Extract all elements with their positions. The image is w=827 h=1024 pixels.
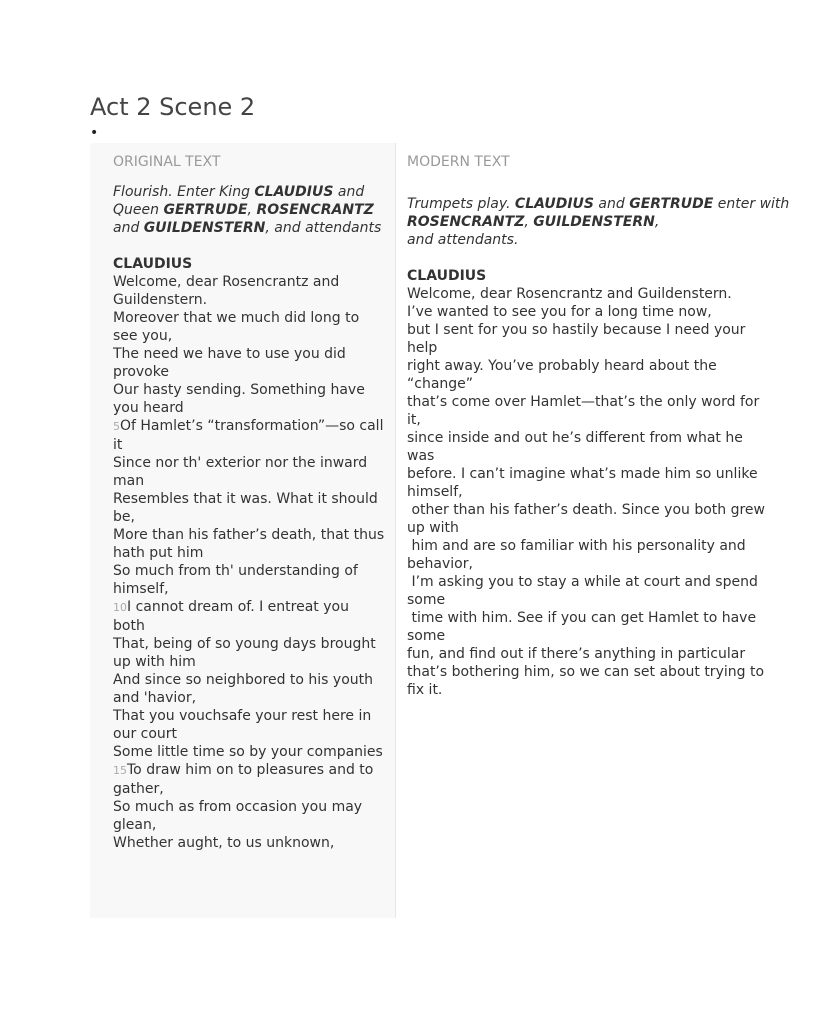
- modern-line: himself,: [407, 484, 463, 500]
- original-line: [113, 454, 385, 490]
- original-line: [113, 834, 385, 852]
- page-title: Act 2 Scene 2: [90, 93, 256, 121]
- original-line: [113, 761, 385, 798]
- modern-line: it,: [407, 412, 421, 428]
- line-text: Our hasty sending. Something have you heard: [113, 382, 365, 416]
- line-text: So much from th' understanding of himself,: [113, 563, 358, 597]
- modern-line: but I sent for you so hastily because I need your: [407, 322, 746, 338]
- line-number: 15: [113, 764, 127, 777]
- line-text: I cannot dream of. I entreat you both: [113, 599, 349, 634]
- original-line: [113, 707, 385, 743]
- line-text: That you vouchsafe your rest here in our court: [113, 708, 372, 742]
- original-line: [113, 345, 385, 381]
- original-line: [113, 671, 385, 707]
- modern-line: since inside and out he’s different from what he: [407, 430, 743, 446]
- original-line: [113, 381, 385, 417]
- original-line: [113, 562, 385, 598]
- original-line: [113, 598, 385, 635]
- line-text: Since nor th' exterior nor the inward man: [113, 455, 368, 489]
- line-text: The need we have to use you did provoke: [113, 346, 346, 380]
- list-bullet: •: [90, 125, 99, 141]
- line-text: Whether aught, to us unknown,: [113, 835, 335, 851]
- modern-stage-direction: Trumpets play. CLAUDIUS and GERTRUDE enter with ROSENCRANTZ, GUILDENSTERN, and attendants.: [407, 196, 790, 248]
- modern-line: right away. You’ve probably heard about the: [407, 358, 717, 374]
- modern-line: “change”: [407, 376, 474, 392]
- line-number: 5: [113, 420, 120, 433]
- modern-text-column: [396, 143, 790, 918]
- original-stage-direction: Flourish. Enter King CLAUDIUS and Queen GERTRUDE, ROSENCRANTZ and GUILDENSTERN, and attendants: [113, 184, 382, 236]
- original-line: [113, 490, 385, 526]
- original-line: [113, 417, 385, 454]
- line-text: Of Hamlet’s “transformation”—so call it: [113, 418, 384, 453]
- modern-line: fun, and find out if there’s anything in particular: [407, 646, 746, 662]
- line-text: So much as from occasion you may glean,: [113, 799, 363, 833]
- line-text: And since so neighbored to his youth and 'havior,: [113, 672, 373, 706]
- modern-line: fix it.: [407, 682, 443, 698]
- original-line: [113, 743, 385, 761]
- modern-line: Welcome, dear Rosencrantz and Guildenstern.: [407, 286, 732, 302]
- modern-speaker-name: CLAUDIUS: [407, 268, 487, 284]
- modern-line: that’s bothering him, so we can set about trying to: [407, 664, 765, 680]
- modern-line: I’ve wanted to see you for a long time now,: [407, 304, 712, 320]
- original-text-header: ORIGINAL TEXT: [113, 154, 221, 170]
- original-line: [113, 273, 385, 309]
- original-line: [113, 798, 385, 834]
- modern-line: behavior,: [407, 556, 473, 572]
- modern-line: before. I can’t imagine what’s made him so unlike: [407, 466, 758, 482]
- line-text: Some little time so by your companies: [113, 744, 383, 760]
- modern-line: some: [407, 628, 446, 644]
- modern-lines: [407, 285, 827, 699]
- modern-line: other than his father’s death. Since you both grew: [407, 502, 765, 518]
- original-speaker-name: CLAUDIUS: [113, 256, 193, 272]
- original-lines: [113, 273, 385, 852]
- original-line: [113, 526, 385, 562]
- line-text: Welcome, dear Rosencrantz and Guildenstern.: [113, 274, 340, 308]
- line-text: More than his father’s death, that thus hath put him: [113, 527, 385, 561]
- modern-line: I’m asking you to stay a while at court and spend: [407, 574, 758, 590]
- line-text: Moreover that we much did long to see you,: [113, 310, 360, 344]
- line-text: That, being of so young days brought up with him: [113, 636, 376, 670]
- modern-line: was: [407, 448, 435, 464]
- modern-line: some: [407, 592, 446, 608]
- modern-line: help: [407, 340, 438, 356]
- modern-line: time with him. See if you can get Hamlet to have: [407, 610, 757, 626]
- line-text: To draw him on to pleasures and to gather,: [113, 762, 374, 797]
- original-line: [113, 309, 385, 345]
- modern-text-header: MODERN TEXT: [407, 154, 510, 170]
- modern-line: that’s come over Hamlet—that’s the only word for: [407, 394, 760, 410]
- line-number: 10: [113, 601, 127, 614]
- line-text: Resembles that it was. What it should be,: [113, 491, 378, 525]
- original-line: [113, 635, 385, 671]
- modern-line: him and are so familiar with his personality and: [407, 538, 746, 554]
- original-text-column: [90, 143, 396, 918]
- modern-line: up with: [407, 520, 459, 536]
